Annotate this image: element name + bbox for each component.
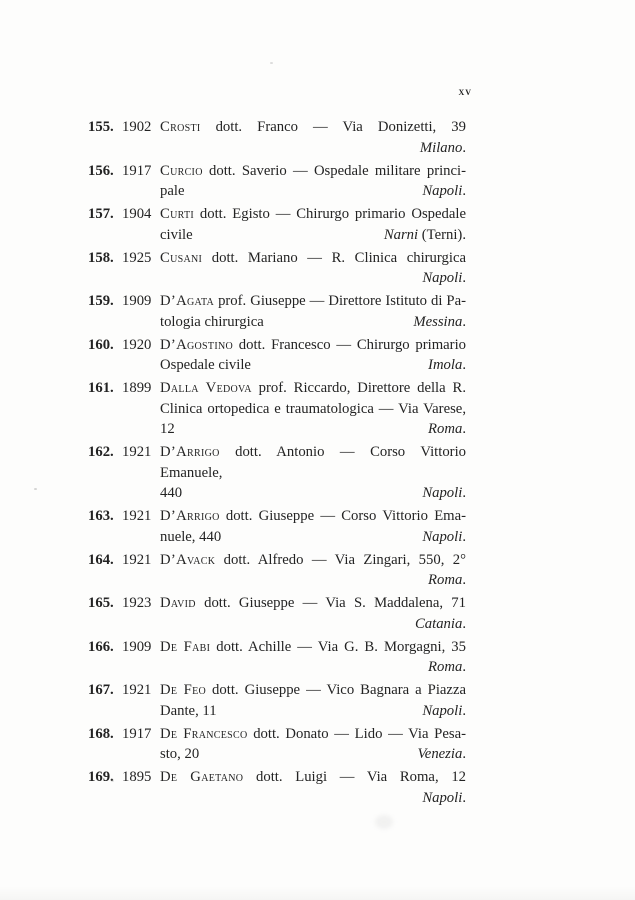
entry-continuation-text: pale xyxy=(160,183,185,199)
entry-text xyxy=(160,550,466,571)
entry-year: 1895 xyxy=(122,769,152,785)
entry-first-line-rest: dott. Giuseppe — Via S. Maddalena, 71 xyxy=(195,595,466,611)
entry-number: 166. xyxy=(88,638,114,655)
page-number: xv xyxy=(458,86,472,98)
entry-city-suffix: . xyxy=(462,615,466,632)
entry-city xyxy=(415,614,466,635)
directory-entry xyxy=(88,442,466,504)
entry-surname: D’Arrigo xyxy=(160,444,220,460)
entry-first-line xyxy=(88,637,466,658)
directory-entry xyxy=(88,161,466,202)
directory-entry xyxy=(88,335,466,376)
entry-city-name: Imola xyxy=(428,357,463,373)
entry-number: 163. xyxy=(88,508,114,524)
entry-city-name: Napoli xyxy=(422,789,463,806)
entry-surname: David xyxy=(160,595,196,611)
entry-city xyxy=(422,701,466,722)
entry-first-line xyxy=(88,161,466,182)
entry-surname: Crosti xyxy=(160,119,201,135)
entry-continuation-text: civile xyxy=(160,226,193,243)
directory-entry xyxy=(88,593,466,634)
entry-city-line xyxy=(88,138,466,159)
entry-city xyxy=(413,312,466,333)
entry-number: 167. xyxy=(88,682,114,698)
entry-text xyxy=(160,335,466,356)
entry-first-line xyxy=(88,593,466,614)
entry-city-suffix: . xyxy=(462,183,466,199)
entry-surname: De Fabi xyxy=(160,638,211,655)
entry-number: 160. xyxy=(88,336,114,353)
entry-number: 158. xyxy=(88,249,114,266)
entry-surname: Curti xyxy=(160,206,195,222)
entry-first-line-rest: dott. Francesco — Chirurgo primario xyxy=(233,336,466,353)
entry-year: 1899 xyxy=(122,380,152,396)
entry-number: 157. xyxy=(88,206,114,222)
entry-first-line xyxy=(88,767,466,788)
directory-entry xyxy=(88,506,466,547)
entry-city-name: Roma xyxy=(428,421,463,437)
scan-smudge xyxy=(375,815,393,829)
entry-city-line xyxy=(88,614,466,635)
scan-speck xyxy=(34,488,37,490)
entry-year: 1921 xyxy=(122,508,152,524)
entry-city-suffix: . xyxy=(462,789,466,806)
entry-city-name: Messina xyxy=(413,313,463,330)
entry-text xyxy=(160,442,466,483)
entry-surname: D’Agostino xyxy=(160,336,233,353)
entry-first-line-rest: dott. Alfredo — Via Zingari, 550, 2° xyxy=(215,551,466,568)
entry-year: 1909 xyxy=(122,638,152,655)
entry-number: 156. xyxy=(88,162,114,179)
entry-city-suffix: . xyxy=(462,659,466,675)
entry-city-line xyxy=(88,483,466,504)
entry-first-line-rest: dott. Achille — Via G. B. Morgagni, 35 xyxy=(210,638,466,655)
entry-city xyxy=(422,483,466,504)
entry-city-name: Napoli xyxy=(422,485,463,501)
entry-first-line xyxy=(88,204,466,225)
entry-city-suffix: (Terni). xyxy=(418,226,466,243)
entry-year: 1909 xyxy=(122,293,152,309)
entry-surname: Cusani xyxy=(160,249,203,266)
entry-continuation-line-text: Clinica ortopedica e traumatologica — Via Varese, xyxy=(160,400,466,417)
entry-continuation-text: Ospedale civile xyxy=(160,357,251,373)
entry-first-line xyxy=(88,117,466,138)
directory-entry xyxy=(88,117,466,158)
entry-first-line-rest: dott. Mariano — R. Clinica chirurgica xyxy=(202,249,466,266)
entry-number: 162. xyxy=(88,444,114,460)
entry-text xyxy=(160,161,466,182)
entry-city-name: Napoli xyxy=(422,528,463,545)
entry-first-line xyxy=(88,335,466,356)
entry-year: 1920 xyxy=(122,336,152,353)
entry-city-name: Catania xyxy=(414,615,463,632)
entry-city-line xyxy=(88,527,466,548)
entry-city-line xyxy=(88,657,466,678)
entry-city-line xyxy=(88,788,466,809)
directory-entry xyxy=(88,550,466,591)
entry-continuation-text: nuele, 440 xyxy=(160,528,222,545)
entry-city-suffix: . xyxy=(462,572,466,588)
entry-city-line xyxy=(88,744,466,765)
entry-number: 169. xyxy=(88,769,114,785)
entry-city-line xyxy=(88,419,466,440)
entry-continuation-text: sto, 20 xyxy=(160,746,200,762)
entry-city-line xyxy=(88,225,466,246)
entry-text xyxy=(160,291,466,312)
entry-text xyxy=(160,767,466,788)
directory-entry xyxy=(88,204,466,245)
entry-first-line-rest: dott. Giuseppe — Corso Vittorio Ema- xyxy=(219,508,466,524)
directory-entry xyxy=(88,637,466,678)
entry-year: 1923 xyxy=(122,595,152,611)
entry-number: 168. xyxy=(88,725,114,742)
entry-first-line-rest: dott. Saverio — Ospedale militare princi- xyxy=(202,162,466,179)
entry-number: 161. xyxy=(88,380,114,396)
entry-city-line xyxy=(88,355,466,376)
entry-first-line-rest: dott. Luigi — Via Roma, 12 xyxy=(243,769,467,785)
entry-text xyxy=(160,117,466,138)
entry-first-line-rest: dott. Giuseppe — Vico Bagnara a Piazza xyxy=(206,682,466,698)
entry-text xyxy=(160,680,466,701)
entry-city xyxy=(428,355,466,376)
entry-city-name: Narni xyxy=(383,226,419,243)
entry-continuation-text: 440 xyxy=(160,485,183,501)
entry-surname: Curcio xyxy=(160,162,203,179)
entry-city-line xyxy=(88,570,466,591)
entry-continuation-text: Dante, 11 xyxy=(160,702,217,719)
entry-city xyxy=(417,744,466,765)
entry-text xyxy=(160,378,466,399)
entry-city-name: Milano xyxy=(419,139,463,156)
entry-city-suffix: . xyxy=(462,313,466,330)
entry-first-line-rest: dott. Donato — Lido — Via Pesa- xyxy=(247,725,466,742)
entry-first-line xyxy=(88,680,466,701)
entry-year: 1917 xyxy=(122,725,152,742)
entry-first-line-rest: prof. Riccardo, Direttore della R. xyxy=(251,380,466,396)
entry-first-line xyxy=(88,550,466,571)
entry-number: 155. xyxy=(88,119,114,135)
entry-first-line-rest: prof. Giuseppe — Direttore Istituto di Pa- xyxy=(214,293,466,309)
entry-first-line xyxy=(88,248,466,269)
entry-city-suffix: . xyxy=(462,485,466,501)
entry-text xyxy=(160,637,466,658)
entry-city-name: Napoli xyxy=(422,702,463,719)
entry-city-suffix: . xyxy=(462,139,466,156)
entry-year: 1904 xyxy=(122,206,152,222)
directory-entry xyxy=(88,767,466,808)
entry-city xyxy=(428,419,466,440)
entry-city-suffix: . xyxy=(462,528,466,545)
entry-city xyxy=(428,657,466,678)
entry-number: 164. xyxy=(88,551,114,568)
directory-entry xyxy=(88,291,466,332)
entry-continuation-line xyxy=(88,399,466,420)
directory-entry xyxy=(88,378,466,440)
entry-first-line xyxy=(88,291,466,312)
entry-first-line xyxy=(88,442,466,483)
entry-surname: D’Arrigo xyxy=(160,508,220,524)
entry-city-line xyxy=(88,181,466,202)
entry-text xyxy=(160,724,466,745)
directory-entry xyxy=(88,248,466,289)
entry-city-suffix: . xyxy=(462,270,466,286)
entry-surname: Dalla Vedova xyxy=(160,380,252,396)
entry-city-suffix: . xyxy=(462,746,466,762)
entry-city-suffix: . xyxy=(462,357,466,373)
entry-city xyxy=(422,181,466,202)
entry-city xyxy=(428,570,466,591)
entry-surname: De Feo xyxy=(160,682,207,698)
entry-first-line-rest: dott. Egisto — Chirurgo primario Ospedale xyxy=(194,206,466,222)
entry-first-line xyxy=(88,506,466,527)
entry-city xyxy=(422,788,466,809)
entry-city-line xyxy=(88,312,466,333)
entry-city xyxy=(420,138,466,159)
entry-first-line xyxy=(88,724,466,745)
entry-year: 1917 xyxy=(122,162,152,179)
entry-year: 1921 xyxy=(122,444,152,460)
entry-year: 1902 xyxy=(122,119,152,135)
entry-city-line xyxy=(88,701,466,722)
entry-city-name: Napoli xyxy=(422,183,463,199)
entry-text xyxy=(160,248,466,269)
entry-year: 1921 xyxy=(122,551,152,568)
entry-text xyxy=(160,506,466,527)
entry-city xyxy=(422,268,466,289)
scan-speck xyxy=(270,62,273,64)
entry-city xyxy=(384,225,466,246)
entry-continuation-text: tologia chirurgica xyxy=(160,313,264,330)
entry-first-line-rest: dott. Franco — Via Donizetti, 39 xyxy=(200,119,466,135)
entry-text xyxy=(160,204,466,225)
entry-city-suffix: . xyxy=(462,421,466,437)
entry-surname: D’Avack xyxy=(160,551,216,568)
entry-first-line-rest: dott. Antonio — Corso Vittorio Emanuele, xyxy=(160,444,466,481)
entry-text xyxy=(160,593,466,614)
entry-surname: De Gaetano xyxy=(160,769,244,785)
entry-first-line xyxy=(88,378,466,399)
entry-city-line xyxy=(88,268,466,289)
directory-list xyxy=(88,117,466,811)
entry-city-name: Napoli xyxy=(422,270,463,286)
entry-continuation-text: 12 xyxy=(160,421,175,437)
entry-city xyxy=(422,527,466,548)
directory-entry xyxy=(88,680,466,721)
directory-entry xyxy=(88,724,466,765)
entry-number: 165. xyxy=(88,595,114,611)
entry-surname: D’Agata xyxy=(160,293,215,309)
entry-number: 159. xyxy=(88,293,114,309)
entry-city-name: Venezia xyxy=(417,746,463,762)
entry-year: 1925 xyxy=(122,249,152,266)
entry-surname: De Francesco xyxy=(160,725,248,742)
entry-city-name: Roma xyxy=(428,572,463,588)
entry-city-suffix: . xyxy=(462,702,466,719)
entry-year: 1921 xyxy=(122,682,152,698)
entry-city-name: Roma xyxy=(428,659,463,675)
